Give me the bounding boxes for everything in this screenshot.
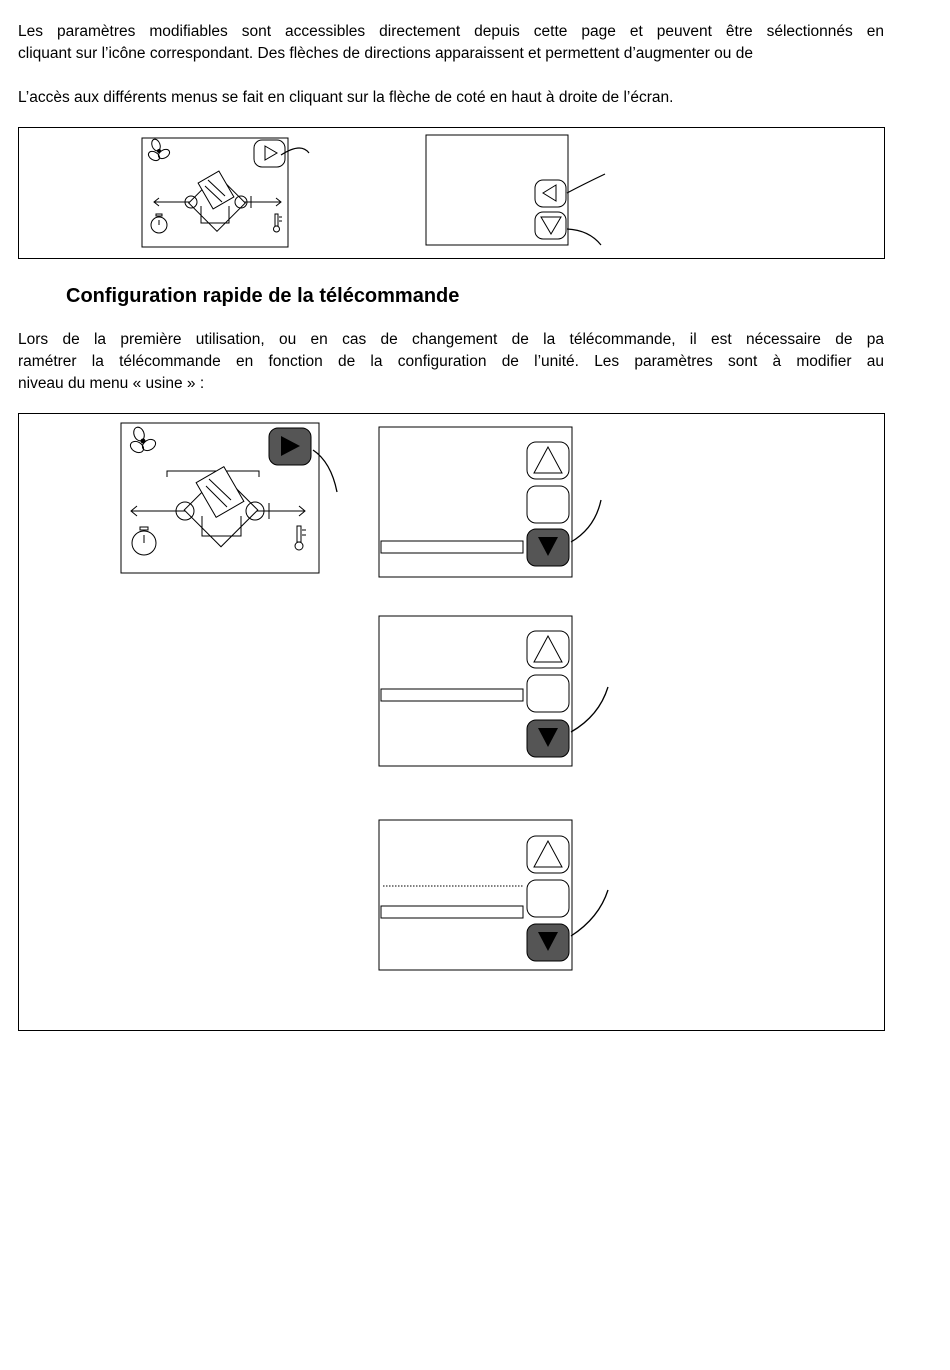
section-line-3: niveau du menu « usine » : [18,375,205,392]
figure-1-drawing [19,128,886,260]
right-arrow-button[interactable] [254,140,285,167]
submenu-screen-2 [379,616,608,766]
figure-quick-configuration [18,413,885,1031]
section-line-1: Lors de la première utilisation, ou en cas de changement de la télécommande, il est nécessaire de pa [18,331,884,348]
section-paragraph [18,329,884,395]
callout-arrow [567,174,605,193]
section-title: Configuration rapide de la télécommande [66,285,460,307]
callout-arrow [571,500,601,542]
figure-2-drawing [19,414,886,1032]
down-arrow-button[interactable] [527,924,569,961]
up-arrow-button[interactable] [527,836,569,873]
down-arrow-button[interactable] [535,212,566,239]
intro-line-1: Les paramètres modifiables sont accessibles directement depuis cette page et peuvent être sélectionnés en [18,23,884,40]
blank-button[interactable] [527,675,569,712]
down-arrow-button[interactable] [527,720,569,757]
callout-arrow [571,687,608,732]
blank-button[interactable] [527,880,569,917]
up-arrow-button[interactable] [527,442,569,479]
down-arrow-button[interactable] [527,529,569,566]
menu-access-text: L’accès aux différents menus se fait en cliquant sur la flèche de coté en haut à droite de l’écran. [18,89,674,106]
selected-row[interactable] [381,541,523,553]
figure-menu-navigation [18,127,885,259]
selected-row[interactable] [381,689,523,701]
callout-arrow [571,890,608,936]
right-arrow-button[interactable] [269,428,311,465]
selected-row[interactable] [381,906,523,918]
intro-paragraph [18,21,884,65]
submenu-screen-3 [379,820,608,970]
section-line-2: ramétrer la télécommande en fonction de la configuration de l’unité. Les paramètres sont à modifier au [18,353,884,370]
up-arrow-button[interactable] [527,631,569,668]
left-arrow-button[interactable] [535,180,566,207]
intro-line-2: cliquant sur l’icône correspondant. Des flèches de directions apparaissent et permettent d’augmenter ou de [18,45,753,62]
submenu-screen-1 [379,427,601,577]
blank-button[interactable] [527,486,569,523]
callout-arrow [567,229,601,245]
menu-access-paragraph [18,87,884,109]
